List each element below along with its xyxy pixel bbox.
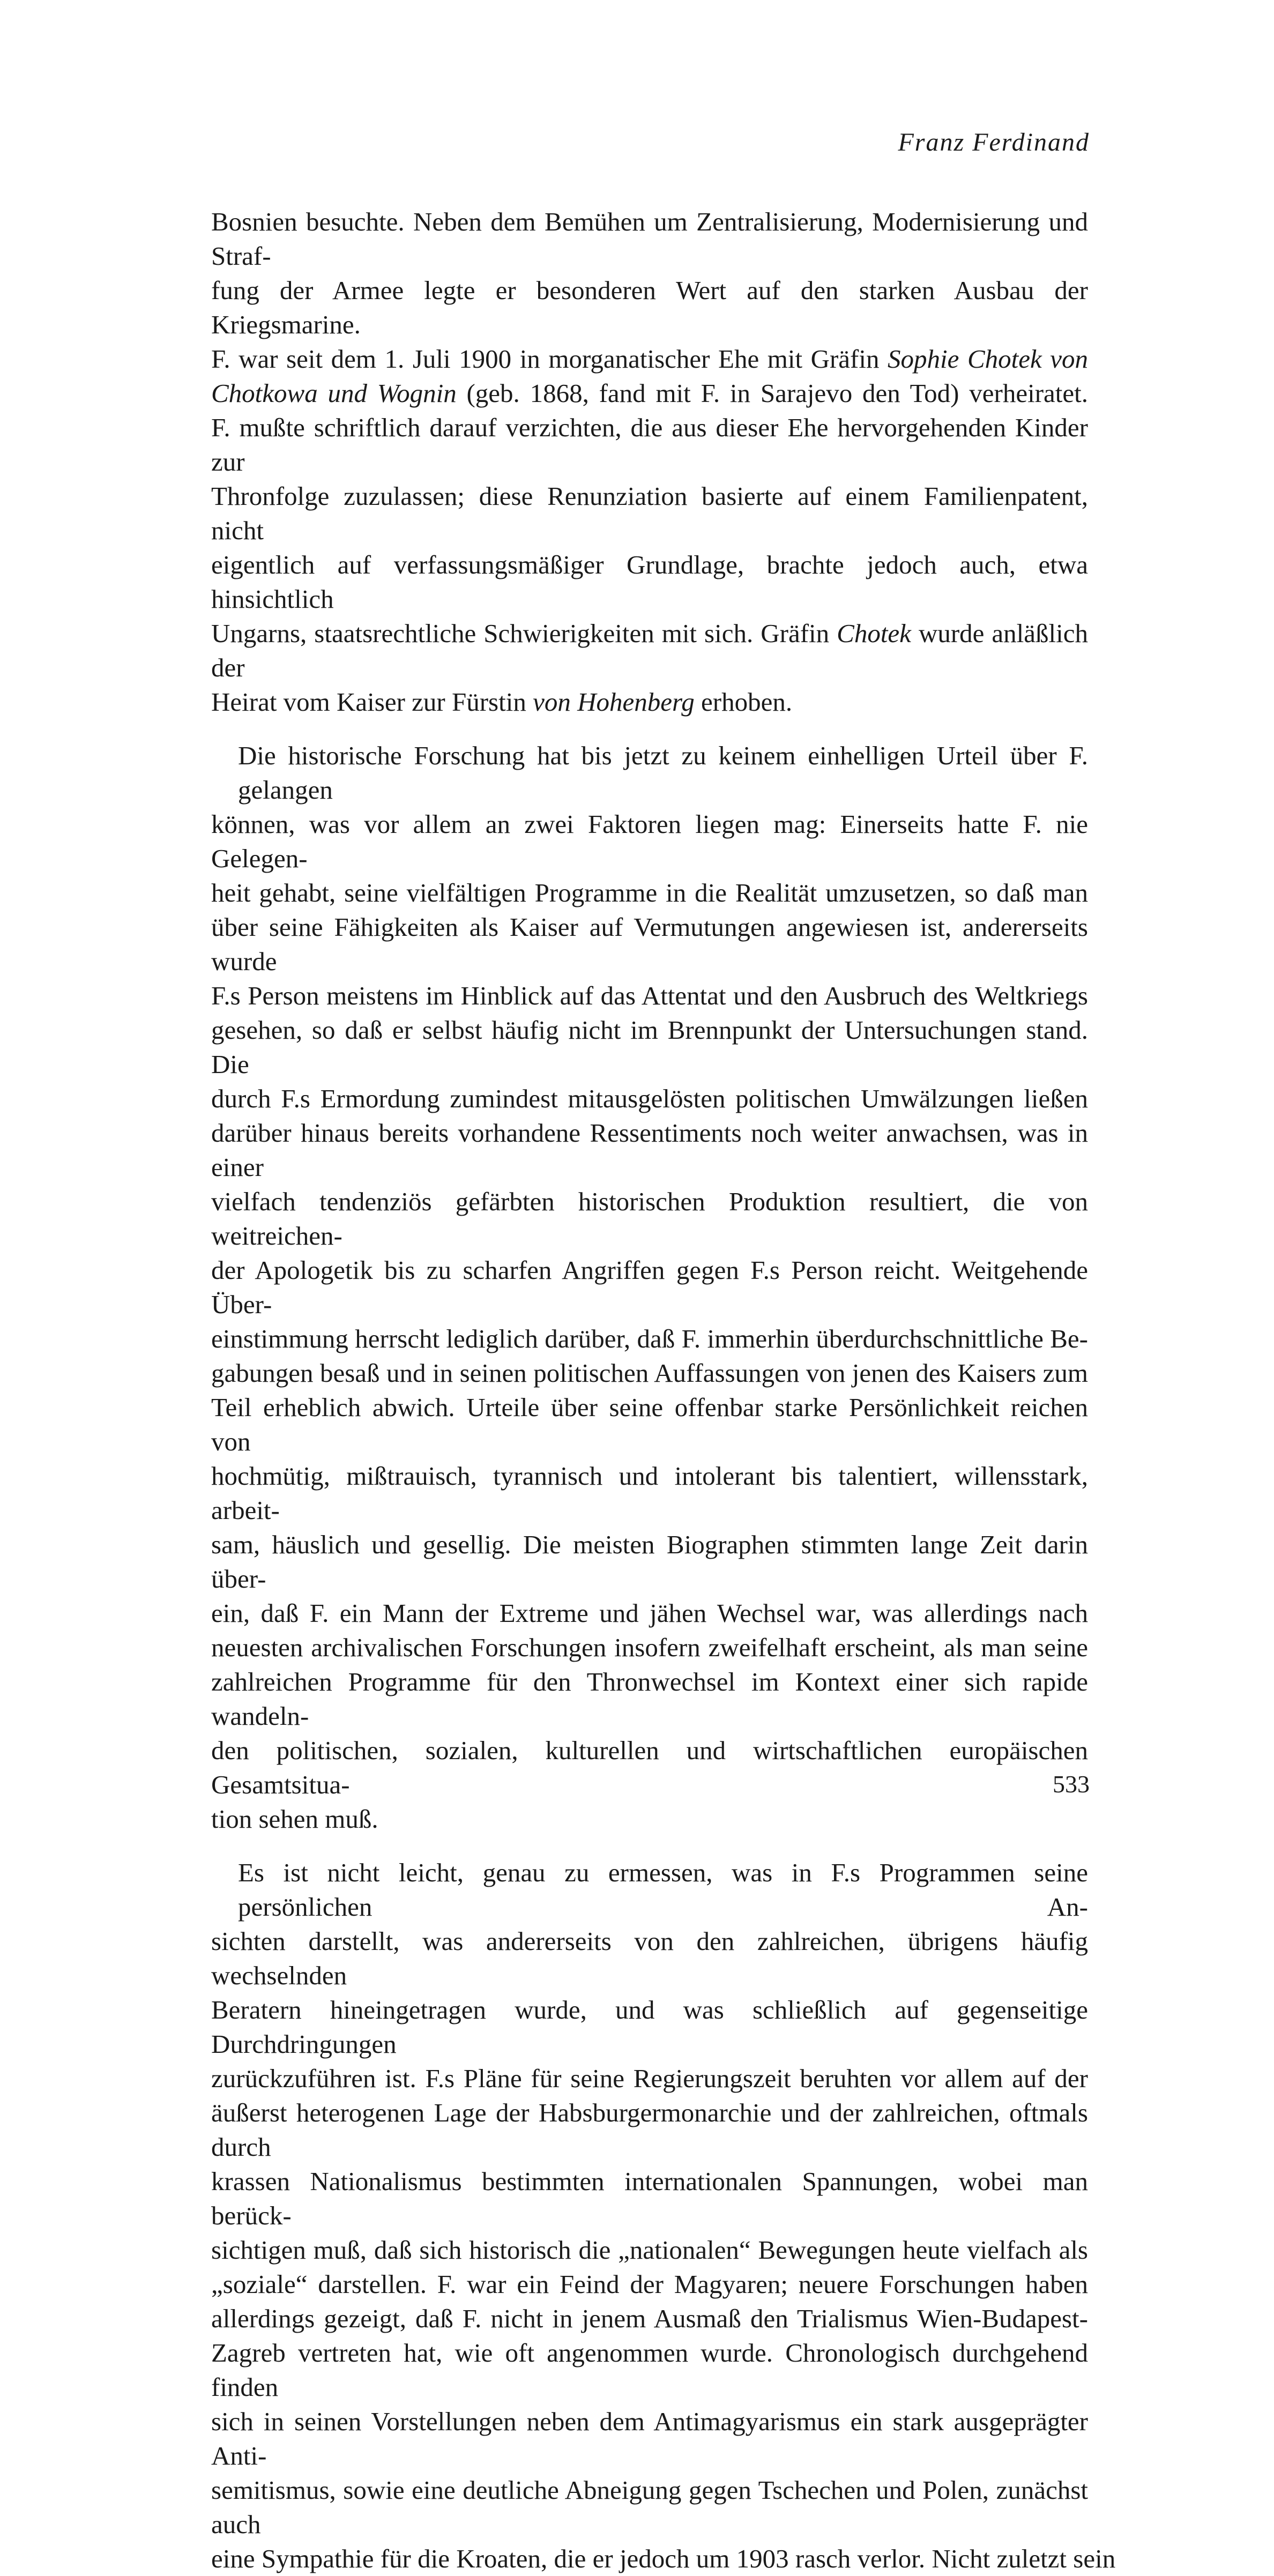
text-line: fung der Armee legte er besonderen Wert auf den starken Ausbau der Kriegsmarine. (211, 276, 1088, 339)
text-line: eine Sympathie für die Kroaten, die er jedoch um 1903 rasch verlor. Nicht zuletzt sein (211, 2544, 1116, 2573)
text-line: über seine Fähigkeiten als Kaiser auf Vermutungen angewiesen ist, andererseits wurde (211, 912, 1088, 976)
text-line: Thronfolge zuzulassen; diese Renunziation basierte auf einem Familienpatent, nicht (211, 481, 1088, 545)
text-line: Zagreb vertreten hat, wie oft angenommen wurde. Chronologisch durchgehend finden (211, 2338, 1088, 2402)
text-line: heit gehabt, seine vielfältigen Programme in die Realität umzusetzen, so daß man (211, 878, 1088, 907)
text-line: F.s Person meistens im Hinblick auf das Attentat und den Ausbruch des Weltkriegs (211, 981, 1088, 1010)
paragraph-gap (211, 1836, 1088, 1856)
text-line: allerdings gezeigt, daß F. nicht in jenem Ausmaß den Trialismus Wien-Budapest- (211, 2304, 1088, 2333)
page-number: 533 (1053, 1770, 1090, 1798)
paragraph (211, 205, 1088, 719)
text-line: durch F.s Ermordung zumindest mitausgelösten politischen Umwälzungen ließen (211, 1084, 1088, 1113)
text-line: können, was vor allem an zwei Faktoren liegen mag: Einerseits hatte F. nie Gelegen- (211, 809, 1088, 873)
text-line: vielfach tendenziös gefärbten historischen Produktion resultiert, die von weitreichen- (211, 1187, 1088, 1250)
text-line: semitismus, sowie eine deutliche Abneigung gegen Tschechen und Polen, zunächst auch (211, 2475, 1088, 2539)
text-line: Heirat vom Kaiser zur Fürstin von Hohenberg erhoben. (211, 687, 793, 717)
text-line: eigentlich auf verfassungsmäßiger Grundlage, brachte jedoch auch, etwa hinsichtlich (211, 550, 1088, 614)
text-line: „soziale“ darstellen. F. war ein Feind der Magyaren; neuere Forschungen haben (211, 2269, 1088, 2299)
text-line: zurückzuführen ist. F.s Pläne für seine Regierungszeit beruhten vor allem auf der (211, 2064, 1088, 2093)
paragraph (211, 1856, 1116, 2576)
text-line: krassen Nationalismus bestimmten internationalen Spannungen, wobei man berück- (211, 2166, 1088, 2230)
text-line: Die historische Forschung hat bis jetzt zu keinem einhelligen Urteil über F. gelangen (238, 741, 1088, 805)
text-line: darüber hinaus bereits vorhandene Ressentiments noch weiter anwachsen, was in einer (211, 1118, 1088, 1182)
text-line: Chotkowa und Wognin (geb. 1868, fand mit F. in Sarajevo den Tod) verheiratet. (211, 378, 1088, 408)
text-line: hochmütig, mißtrauisch, tyrannisch und intolerant bis talentiert, willensstark, arbeit- (211, 1461, 1088, 1525)
text-line: neuesten archivalischen Forschungen insofern zweifelhaft erscheint, als man seine (211, 1633, 1088, 1662)
text-line: ein, daß F. ein Mann der Extreme und jähen Wechsel war, was allerdings nach (211, 1598, 1088, 1628)
text-line: sichten darstellt, was andererseits von den zahlreichen, übrigens häufig wechselnden (211, 1926, 1088, 1990)
text-line: Ungarns, staatsrechtliche Schwierigkeiten mit sich. Gräfin Chotek wurde anläßlich der (211, 619, 1088, 682)
text-line: F. mußte schriftlich darauf verzichten, die aus dieser Ehe hervorgehenden Kinder zur (211, 413, 1088, 477)
text-line: sam, häuslich und gesellig. Die meisten Biographen stimmten lange Zeit darin über- (211, 1530, 1088, 1594)
text-line: Beratern hineingetragen wurde, und was schließlich auf gegenseitige Durchdringungen (211, 1995, 1088, 2059)
text-line: Bosnien besuchte. Neben dem Bemühen um Zentralisierung, Modernisierung und Straf- (211, 207, 1088, 271)
text-line: zahlreichen Programme für den Thronwechsel im Kontext einer sich rapide wandeln- (211, 1667, 1088, 1731)
text-line: Es ist nicht leicht, genau zu ermessen, was in F.s Programmen seine persönlichen An- (238, 1858, 1088, 1922)
text-line: F. war seit dem 1. Juli 1900 in morganatischer Ehe mit Gräfin Sophie Chotek von (211, 344, 1089, 374)
text-line: gesehen, so daß er selbst häufig nicht im Brennpunkt der Untersuchungen stand. Die (211, 1015, 1088, 1079)
body-text (211, 205, 1116, 2576)
running-header: Franz Ferdinand (898, 128, 1090, 157)
text-line: den politischen, sozialen, kulturellen und wirtschaftlichen europäischen Gesamtsitua- (211, 1736, 1088, 1799)
paragraph (211, 739, 1088, 1836)
text-line: tion sehen muß. (211, 1804, 378, 1834)
text-line: der Apologetik bis zu scharfen Angriffen gegen F.s Person reicht. Weitgehende Über- (211, 1255, 1088, 1319)
text-line: einstimmung herrscht lediglich darüber, daß F. immerhin überdurchschnittliche Be- (211, 1324, 1088, 1353)
text-line: äußerst heterogenen Lage der Habsburgermonarchie und der zahlreichen, oftmals durch (211, 2098, 1088, 2162)
text-line: Teil erheblich abwich. Urteile über seine offenbar starke Persönlichkeit reichen von (211, 1393, 1088, 1456)
text-line: sichtigen muß, daß sich historisch die „nationalen“ Bewegungen heute vielfach als (211, 2235, 1088, 2265)
paragraph-gap (211, 719, 1088, 739)
text-line: sich in seinen Vorstellungen neben dem Antimagyarismus ein stark ausgeprägter Anti- (211, 2407, 1088, 2470)
text-line: gabungen besaß und in seinen politischen Auffassungen von jenen des Kaisers zum (211, 1358, 1088, 1388)
